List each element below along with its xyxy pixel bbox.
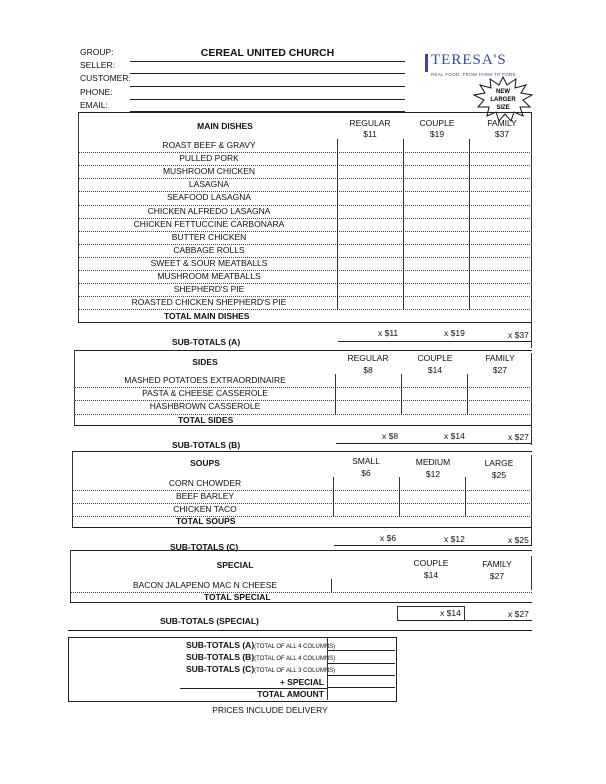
special-mult-2: x $27 <box>508 609 529 619</box>
customer-field[interactable] <box>130 86 405 87</box>
main-qty-cell[interactable] <box>404 165 468 178</box>
summary-c-line <box>327 675 395 676</box>
footer-note: PRICES INCLUDE DELIVERY <box>212 705 328 715</box>
soups-col-medium: MEDIUM <box>415 457 451 467</box>
main-qty-cell[interactable] <box>470 283 530 296</box>
main-item-label: BUTTER CHICKEN <box>171 231 247 242</box>
main-qty-cell[interactable] <box>338 152 402 165</box>
soups-row-line <box>72 516 532 517</box>
summary-a <box>186 640 335 650</box>
sides-item-label: MASHED POTATOES EXTRAORDINAIRE <box>124 375 286 385</box>
sides-col-regular: REGULAR <box>347 353 389 363</box>
summary-b-label: SUB-TOTALS (B) <box>186 652 255 662</box>
soups-mult-1: x $6 <box>380 533 397 543</box>
special-row-line <box>70 592 532 593</box>
main-qty-cell[interactable] <box>470 165 530 178</box>
group-line <box>130 61 405 62</box>
main-sub-right <box>531 327 532 341</box>
main-mult-1: x $11 <box>378 328 399 338</box>
main-row-line <box>78 309 532 310</box>
main-item-label: LASAGNA <box>188 179 230 190</box>
sides-total-label: TOTAL SIDES <box>178 415 234 425</box>
sides-qty-cell[interactable] <box>468 387 530 400</box>
soups-right-border <box>531 455 532 546</box>
special-col-couple-price: $14 <box>423 570 439 580</box>
special-top-border <box>70 550 532 551</box>
main-qty-cell[interactable] <box>470 178 530 191</box>
main-item-label: SHEPHERD'S PIE <box>173 284 245 295</box>
summary-a-label: SUB-TOTALS (A) <box>186 640 255 650</box>
main-qty-cell[interactable] <box>470 139 530 152</box>
main-item-label: SWEET & SOUR MEATBALLS <box>150 257 268 268</box>
main-subtotal-label: SUB-TOTALS (A) <box>172 337 241 347</box>
main-item-label: CHICKEN ALFREDO LASAGNA <box>147 205 271 216</box>
main-qty-cell[interactable] <box>470 257 530 270</box>
main-qty-cell[interactable] <box>404 257 468 270</box>
sides-col-div-1 <box>335 374 336 414</box>
main-col-div-3 <box>469 139 470 310</box>
summary-a-line <box>327 650 395 651</box>
sides-qty-cell[interactable] <box>402 400 466 413</box>
special-title: SPECIAL <box>216 560 254 570</box>
sides-qty-cell[interactable] <box>402 374 466 387</box>
soups-col-large-price: $25 <box>491 470 507 480</box>
sides-top-border <box>74 350 532 351</box>
sides-mult-3: x $27 <box>508 432 529 442</box>
special-col-family-price: $27 <box>489 571 505 581</box>
new-larger-size-badge <box>472 76 534 122</box>
main-mult-3: x $37 <box>508 330 529 340</box>
special-col-div-1 <box>331 579 332 592</box>
main-col-family: FAMILY <box>487 118 517 128</box>
soups-col-div-2 <box>399 477 400 516</box>
special-total-line <box>70 602 532 603</box>
main-col-div-2 <box>403 139 404 310</box>
main-top-border <box>78 112 532 113</box>
main-col-couple: COUPLE <box>419 118 455 128</box>
soups-qty-cell[interactable] <box>466 503 530 516</box>
soups-top-border <box>72 451 532 452</box>
sides-item-label: PASTA & CHEESE CASSEROLE <box>142 388 268 399</box>
sides-title: SIDES <box>192 357 218 367</box>
soups-sub-line <box>334 545 532 546</box>
soups-mult-3: x $25 <box>508 535 529 545</box>
badge-line-2: LARGER <box>490 97 516 103</box>
fork-icon <box>425 54 428 72</box>
special-right-border <box>531 556 532 590</box>
main-qty-cell[interactable] <box>338 191 402 204</box>
summary-c <box>186 664 335 674</box>
soups-item-label: CORN CHOWDER <box>168 478 242 488</box>
phone-label: PHONE: <box>80 87 113 97</box>
summary-b-note: (TOTAL OF ALL 4 COLUMNS) <box>254 656 336 662</box>
soups-col-div-3 <box>465 477 466 516</box>
sides-qty-cell[interactable] <box>336 374 400 387</box>
sides-row-line <box>74 414 532 415</box>
soups-col-medium-price: $12 <box>425 469 441 479</box>
main-qty-cell[interactable] <box>338 205 402 218</box>
special-qty-cell[interactable] <box>398 579 462 592</box>
summary-total: TOTAL AMOUNT <box>257 689 324 699</box>
main-qty-cell[interactable] <box>404 231 468 244</box>
sides-sub-line <box>336 443 532 444</box>
summary-a-note: (TOTAL OF ALL 4 COLUMNS) <box>254 644 336 650</box>
summary-special-line <box>327 687 395 688</box>
special-col-family: FAMILY <box>482 559 512 569</box>
soups-qty-cell[interactable] <box>334 477 398 490</box>
main-title: MAIN DISHES <box>197 121 253 131</box>
main-qty-cell[interactable] <box>404 191 468 204</box>
main-qty-cell[interactable] <box>404 244 468 257</box>
main-qty-cell[interactable] <box>338 218 402 231</box>
sides-col-div-3 <box>467 374 468 414</box>
main-qty-cell[interactable] <box>338 283 402 296</box>
sides-item-label: HASHBROWN CASSEROLE <box>149 401 261 412</box>
special-sub-line <box>397 620 532 621</box>
soups-qty-cell[interactable] <box>400 490 464 503</box>
sides-mult-2: x $14 <box>444 431 465 441</box>
special-total-label: TOTAL SPECIAL <box>204 592 271 602</box>
summary-c-label: SUB-TOTALS (C) <box>186 664 255 674</box>
sides-qty-cell[interactable] <box>336 387 400 400</box>
sides-subtotal-label: SUB-TOTALS (B) <box>172 440 241 450</box>
soups-qty-cell[interactable] <box>400 503 464 516</box>
soups-qty-cell[interactable] <box>466 477 530 490</box>
main-qty-cell[interactable] <box>338 244 402 257</box>
main-item-label: PULLED PORK <box>179 153 239 164</box>
email-label: EMAIL: <box>80 100 108 110</box>
main-item-label: ROAST BEEF & GRAVY <box>162 140 256 150</box>
sides-qty-cell[interactable] <box>402 387 466 400</box>
summary-special: + SPECIAL <box>279 677 324 687</box>
seller-label: SELLER: <box>80 60 115 70</box>
main-qty-cell[interactable] <box>338 165 402 178</box>
sides-col-div-2 <box>401 374 402 414</box>
main-qty-cell[interactable] <box>338 257 402 270</box>
main-qty-cell[interactable] <box>404 205 468 218</box>
special-left-border <box>70 550 71 602</box>
main-qty-cell[interactable] <box>338 231 402 244</box>
main-qty-cell[interactable] <box>404 218 468 231</box>
main-qty-cell[interactable] <box>404 283 468 296</box>
main-qty-cell[interactable] <box>338 270 402 283</box>
main-col-family-price: $37 <box>494 129 510 139</box>
soups-qty-cell[interactable] <box>466 490 530 503</box>
logo-name: TERESA'S <box>431 52 507 68</box>
soups-qty-cell[interactable] <box>334 490 398 503</box>
special-qty-cell[interactable] <box>332 579 396 592</box>
sides-col-regular-price: $8 <box>363 365 373 375</box>
main-qty-cell[interactable] <box>470 296 530 309</box>
main-item-label: SEAFOOD LASAGNA <box>166 192 252 203</box>
soups-qty-cell[interactable] <box>400 477 464 490</box>
soups-col-small: SMALL <box>352 456 380 466</box>
special-bottom-line <box>68 630 532 631</box>
soups-mult-2: x $12 <box>444 534 465 544</box>
main-qty-cell[interactable] <box>470 191 530 204</box>
special-subtotal-label: SUB-TOTALS (SPECIAL) <box>160 616 259 626</box>
soups-total-label: TOTAL SOUPS <box>176 516 236 526</box>
main-qty-cell[interactable] <box>404 139 468 152</box>
main-col-div-1 <box>337 139 338 310</box>
phone-field[interactable] <box>130 99 405 100</box>
sides-qty-cell[interactable] <box>336 400 400 413</box>
badge-line-3: SIZE <box>496 105 510 111</box>
main-total-label: TOTAL MAIN DISHES <box>164 311 250 321</box>
main-col-regular: REGULAR <box>349 118 391 128</box>
summary-b <box>186 652 335 662</box>
main-mult-2: x $19 <box>444 328 465 338</box>
soups-col-small-price: $6 <box>361 468 371 478</box>
soups-subtotal-label: SUB-TOTALS (C) <box>170 542 239 552</box>
main-item-label: CABBAGE ROLLS <box>173 244 245 255</box>
main-qty-cell[interactable] <box>338 139 402 152</box>
soups-item-label: CHICKEN TACO <box>173 504 237 514</box>
main-item-label: ROASTED CHICKEN SHEPHERD'S PIE <box>131 297 287 308</box>
main-qty-cell[interactable] <box>470 152 530 165</box>
special-qty-cell[interactable] <box>464 579 530 592</box>
summary-b-line <box>327 663 395 664</box>
soups-item-label: BEEF BARLEY <box>175 491 235 501</box>
main-sub-line <box>338 341 532 342</box>
sides-col-family-price: $27 <box>492 365 508 375</box>
main-qty-cell[interactable] <box>470 231 530 244</box>
soups-col-div-1 <box>333 477 334 516</box>
special-mult-1: x $14 <box>440 608 461 618</box>
soups-total-line <box>72 527 532 528</box>
main-qty-cell[interactable] <box>404 152 468 165</box>
soups-qty-cell[interactable] <box>334 503 398 516</box>
sides-mult-1: x $8 <box>382 431 399 441</box>
main-qty-cell[interactable] <box>470 244 530 257</box>
main-item-label: MUSHROOM MEATBALLS <box>157 271 261 281</box>
logo-tagline: REAL FOOD. FROM FARM TO FORK. <box>431 72 518 77</box>
sides-col-couple-price: $14 <box>427 365 443 375</box>
sides-col-family: FAMILY <box>485 353 515 363</box>
main-qty-cell[interactable] <box>338 296 402 309</box>
group-value: CEREAL UNITED CHURCH <box>200 47 335 59</box>
soups-title: SOUPS <box>190 458 220 468</box>
group-label: GROUP: <box>80 47 114 57</box>
main-qty-cell[interactable] <box>404 270 468 283</box>
main-total-line <box>78 322 532 323</box>
main-item-label: MUSHROOM CHICKEN <box>162 166 256 177</box>
sides-col-couple: COUPLE <box>417 353 453 363</box>
main-col-regular-price: $11 <box>363 129 377 139</box>
main-qty-cell[interactable] <box>338 178 402 191</box>
seller-field[interactable] <box>130 73 405 74</box>
main-qty-cell[interactable] <box>470 270 530 283</box>
badge-line-1: NEW <box>496 89 510 95</box>
sides-qty-cell[interactable] <box>468 400 530 413</box>
special-col-couple: COUPLE <box>413 558 449 568</box>
main-qty-cell[interactable] <box>470 218 530 231</box>
main-qty-cell[interactable] <box>404 296 468 309</box>
main-col-couple-price: $19 <box>429 129 445 139</box>
special-item-label: BACON JALAPENO MAC N CHEESE <box>132 580 278 590</box>
main-qty-cell[interactable] <box>404 178 468 191</box>
main-item-label: CHICKEN FETTUCCINE CARBONARA <box>133 218 285 229</box>
sides-qty-cell[interactable] <box>468 374 530 387</box>
customer-label: CUSTOMER: <box>80 73 131 83</box>
summary-c-note: (TOTAL OF ALL 3 COLUMNS) <box>254 668 336 674</box>
soups-col-large: LARGE <box>484 458 514 468</box>
sides-total-line <box>74 425 532 426</box>
main-qty-cell[interactable] <box>470 205 530 218</box>
